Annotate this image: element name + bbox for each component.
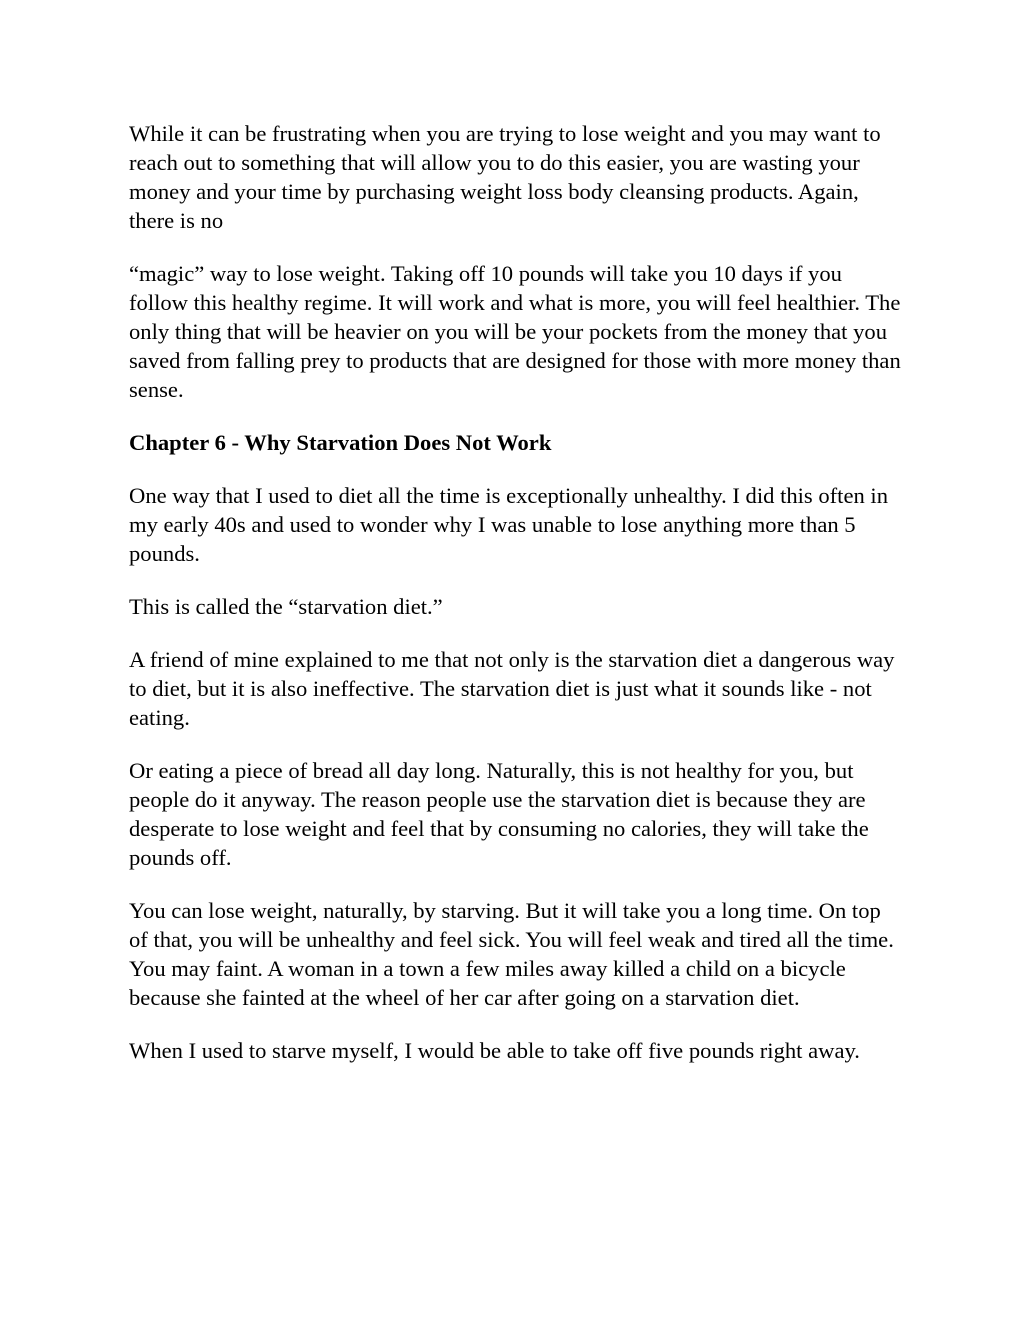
body-paragraph: This is called the “starvation diet.” — [129, 594, 443, 619]
body-paragraph: When I used to starve myself, I would be able to take off five pounds right away. — [129, 1038, 860, 1063]
body-paragraph: Or eating a piece of bread all day long. Naturally, this is not healthy for you, but people do it anyway. The reason people use the starvation diet is because they are desperate to lose weight and feel that by consuming no calories, they will take the pounds off. — [129, 758, 869, 870]
body-paragraph: You can lose weight, naturally, by starving. But it will take you a long time. On top of that, you will be unhealthy and feel sick. You will feel weak and tired all the time. You may faint. A woman in a town a few miles away killed a child on a bicycle because she fainted at the wheel of her car after going on a starvation diet. — [129, 898, 894, 1010]
chapter-heading: Chapter 6 - Why Starvation Does Not Work — [129, 430, 552, 455]
document-body — [129, 119, 904, 1089]
body-paragraph: One way that I used to diet all the time is exceptionally unhealthy. I did this often in my early 40s and used to wonder why I was unable to lose anything more than 5 pounds. — [129, 483, 889, 566]
body-paragraph: A friend of mine explained to me that not only is the starvation diet a dangerous way to diet, but it is also ineffective. The starvation diet is just what it sounds like - not eating. — [129, 647, 895, 730]
body-paragraph: While it can be frustrating when you are trying to lose weight and you may want to reach out to something that will allow you to do this easier, you are wasting your money and your time by purchasing weight loss body cleansing products. Again, there is no — [129, 121, 881, 233]
body-paragraph: “magic” way to lose weight. Taking off 10 pounds will take you 10 days if you follow this healthy regime. It will work and what is more, you will feel healthier. The only thing that will be heavier on you will be your pockets from the money that you saved from falling prey to products that are designed for those with more money than sense. — [129, 261, 901, 402]
